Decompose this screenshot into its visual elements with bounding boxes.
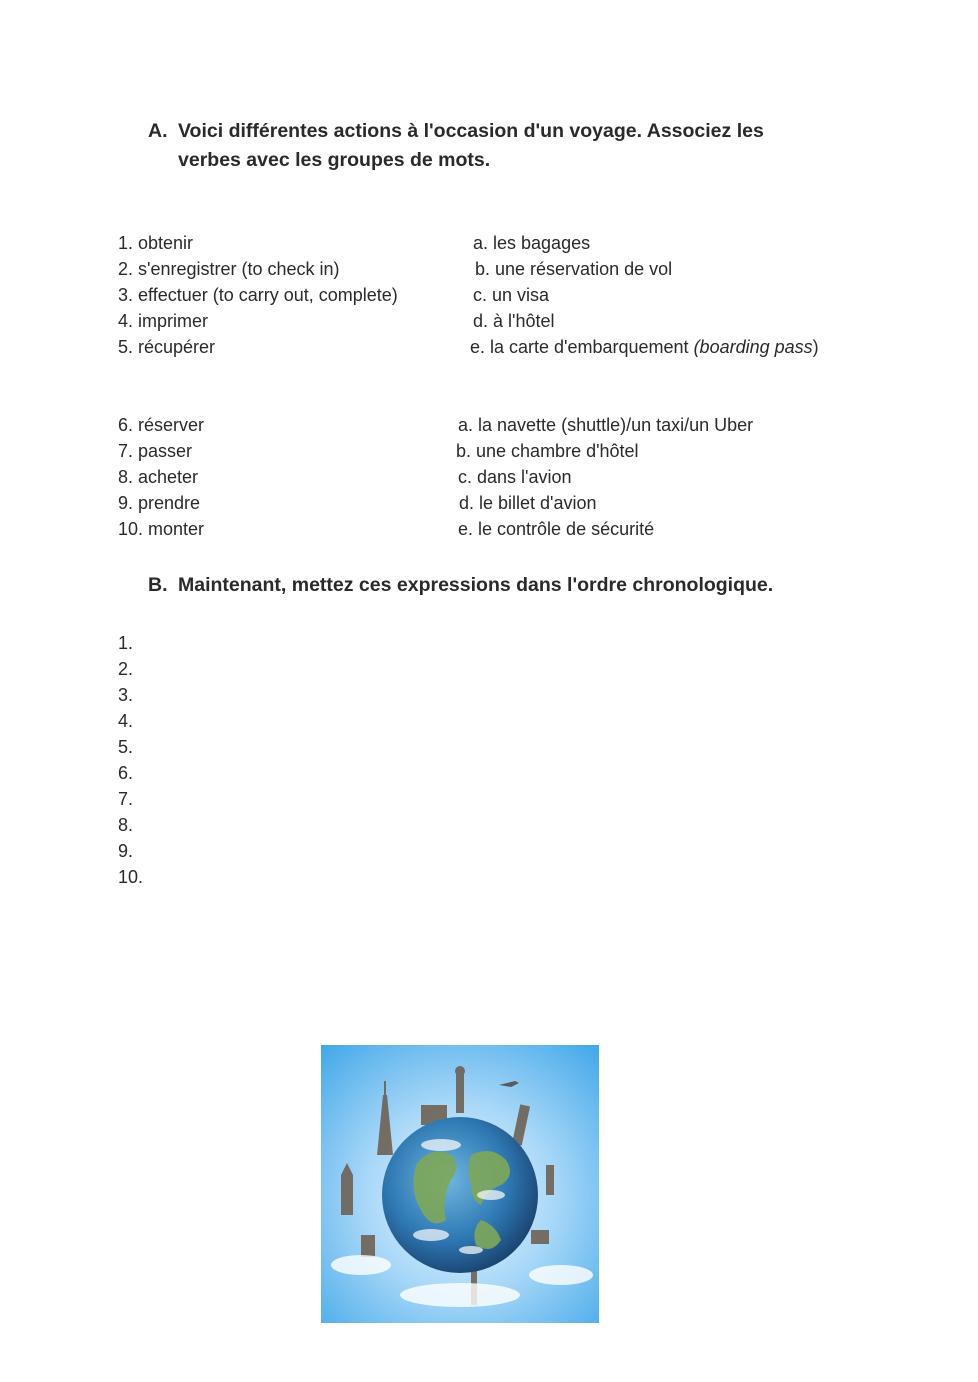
verb-6: 6. réserver (118, 415, 205, 435)
phrase-1e-italic: (boarding pass (693, 337, 813, 357)
phrase-1e (470, 334, 819, 360)
phrase-1e-close: ) (812, 337, 819, 357)
answer-line-5: 5. (118, 737, 134, 757)
phrase-1e-main: e. la carte d'embarquement (470, 337, 694, 357)
phrase-2c: c. dans l'avion (458, 467, 572, 487)
verb-8: 8. acheter (118, 467, 199, 487)
world-landmarks-globe-image (321, 1045, 599, 1323)
answer-line-9: 9. (118, 841, 134, 861)
section-a-title-line1: Voici différentes actions à l'occasion d'un voyage. Associez les (178, 120, 764, 142)
answer-line-6: 6. (118, 763, 134, 783)
answer-line-7: 7. (118, 789, 134, 809)
phrase-1b: b. une réservation de vol (475, 259, 673, 279)
phrase-1c: c. un visa (473, 285, 550, 305)
answer-line-2: 2. (118, 659, 134, 679)
section-b-letter: B. (148, 574, 168, 596)
section-b-title: Maintenant, mettez ces expressions dans l'ordre chronologique. (178, 574, 774, 596)
section-a-letter: A. (148, 120, 168, 142)
section-a-title-line2: verbes avec les groupes de mots. (178, 149, 491, 171)
phrase-2b: b. une chambre d'hôtel (456, 441, 639, 461)
answer-line-3: 3. (118, 685, 134, 705)
answer-line-8: 8. (118, 815, 134, 835)
globe-illustration (321, 1045, 599, 1323)
phrase-2a: a. la navette (shuttle)/un taxi/un Uber (458, 415, 754, 435)
answer-line-4: 4. (118, 711, 134, 731)
phrase-1d: d. à l'hôtel (473, 311, 555, 331)
answer-line-10: 10. (118, 867, 144, 887)
answer-line-1: 1. (118, 633, 134, 653)
verb-4: 4. imprimer (118, 311, 209, 331)
verb-10: 10. monter (118, 519, 205, 539)
verb-9: 9. prendre (118, 493, 201, 513)
verb-1: 1. obtenir (118, 233, 194, 253)
verb-3: 3. effectuer (to carry out, complete) (118, 285, 398, 305)
phrase-1a: a. les bagages (473, 233, 591, 253)
verb-5: 5. récupérer (118, 337, 216, 357)
phrase-2e: e. le contrôle de sécurité (458, 519, 655, 539)
verb-7: 7. passer (118, 441, 193, 461)
phrase-2d: d. le billet d'avion (459, 493, 597, 513)
verb-2: 2. s'enregistrer (to check in) (118, 259, 340, 279)
